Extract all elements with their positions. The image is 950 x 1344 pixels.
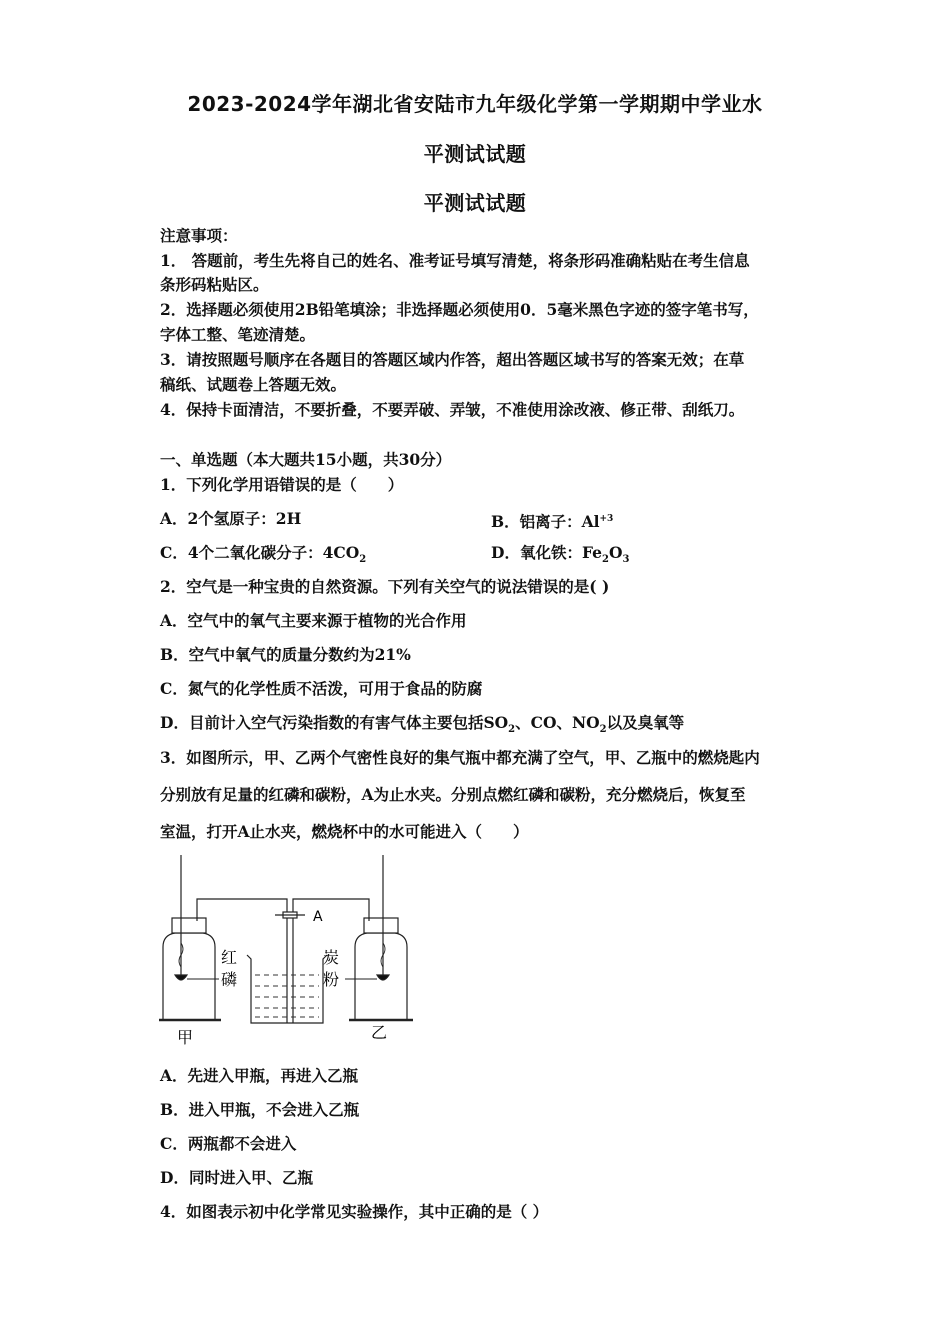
q2-stem: 2．空气是一种宝贵的自然资源。下列有关空气的说法错误的是( ) [160, 577, 610, 596]
q2-option-b: B．空气中氧气的质量分数约为21% [160, 645, 411, 664]
q2-option-a: A．空气中的氧气主要来源于植物的光合作用 [160, 611, 467, 630]
q3-option-d: D．同时进入甲、乙瓶 [160, 1168, 313, 1187]
notice-item-4: 4．保持卡面清洁，不要折叠，不要弄破、弄皱，不准使用涂改液、修正带、刮纸刀。 [160, 400, 745, 419]
q3-stem-3: 室温，打开A止水夹，燃烧杯中的水可能进入（ ） [160, 822, 529, 841]
label-red-2: 磷 [221, 970, 238, 989]
q3-apparatus-figure [155, 855, 425, 1050]
label-red-1: 红 [221, 948, 238, 967]
title-line-3: 平测试试题 [423, 191, 527, 215]
notice-item-1b: 条形码粘贴区。 [160, 275, 269, 294]
notice-heading: 注意事项： [160, 226, 238, 245]
label-carbon-2: 粉 [323, 970, 340, 989]
q3-option-b: B．进入甲瓶，不会进入乙瓶 [160, 1100, 360, 1119]
q1-option-d: D．氧化铁：$Fe_2O_3$ [491, 543, 630, 566]
section-heading: 一、单选题（本大题共15小题，共30分） [160, 450, 452, 469]
tube-jia [197, 899, 287, 1023]
stopper-jia [172, 918, 206, 933]
notice-item-2b: 字体工整、笔迹清楚。 [160, 325, 316, 344]
q1-stem: 1．下列化学用语错误的是（ ） [160, 475, 404, 494]
q4-stem: 4．如图表示初中化学常见实验操作，其中正确的是（ ） [160, 1202, 549, 1221]
label-carbon-1: 炭 [323, 948, 340, 967]
q3-stem-1: 3．如图所示，甲、乙两个气密性良好的集气瓶中都充满了空气，甲、乙瓶中的燃烧匙内 [160, 748, 760, 767]
spoon-yi [377, 975, 389, 980]
title-line-2: 平测试试题 [423, 142, 527, 166]
q2-option-d: D．目前计入空气污染指数的有害气体主要包括$SO_2$、CO、$NO_2$以及臭氧等 [160, 713, 685, 736]
bottle-jia [163, 933, 215, 1020]
label-jia: 甲 [177, 1028, 194, 1047]
spoon-jia [175, 975, 187, 980]
title-line-1: 2023-2024学年湖北省安陆市九年级化学第一学期期中学业水 [187, 92, 763, 116]
q3-option-c: C．两瓶都不会进入 [160, 1134, 297, 1153]
q1-option-a: A．2个氢原子：2H [160, 509, 302, 528]
q1-option-c: C．4个二氧化碳分子：$4CO_2$ [160, 543, 367, 566]
q3-option-a: A．先进入甲瓶，再进入乙瓶 [160, 1066, 359, 1085]
label-clamp-a: A [313, 909, 323, 925]
notice-item-3b: 稿纸、试题卷上答题无效。 [160, 375, 347, 394]
notice-item-3a: 3．请按照题号顺序在各题目的答题区域内作答，超出答题区域书写的答案无效；在草 [160, 350, 745, 369]
label-yi: 乙 [371, 1023, 388, 1042]
q1-option-b: B．铝离子：$Al^{+3}$ [491, 512, 614, 532]
q2-option-c: C．氮气的化学性质不活泼，可用于食品的防腐 [160, 679, 483, 698]
notice-item-1a: 1． 答题前，考生先将自己的姓名、准考证号填写清楚，将条形码准确粘贴在考生信息 [160, 251, 750, 270]
q3-stem-2: 分别放有足量的红磷和碳粉，A为止水夹。分别点燃红磷和碳粉，充分燃烧后，恢复至 [160, 785, 746, 804]
notice-item-2a: 2．选择题必须使用2B铅笔填涂；非选择题必须使用0．5毫米黑色字迹的签字笔书写， [160, 300, 759, 319]
